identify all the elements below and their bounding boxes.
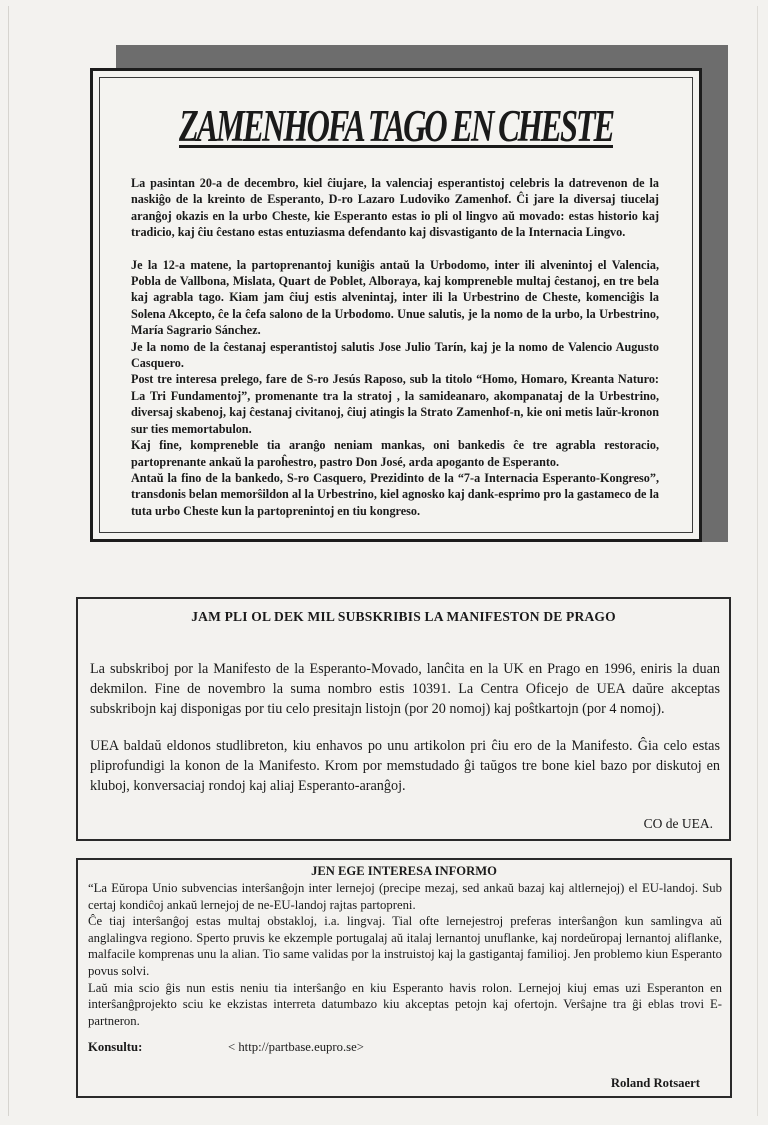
article2-body — [90, 659, 720, 796]
article3-title: JEN EGE INTERESA INFORMO — [311, 864, 497, 878]
contact-label: Konsultu: — [88, 1040, 143, 1054]
article1-paragraph: Je la nomo de la ĉestanaj esperantistoj salutis Jose Julio Tarín, kaj je la nomo de Valencio Augusto Casquero. — [131, 339, 659, 371]
article3-body — [88, 880, 722, 1029]
article1-box — [90, 68, 702, 542]
article1-title: ZAMENHOFA TAGO EN CHESTE — [178, 101, 614, 151]
article2-signoff: CO de UEA. — [643, 816, 713, 831]
article1-body — [131, 175, 659, 519]
article3-paragraph: Laŭ mia scio ĝis nun estis neniu tia interŝanĝo en kiu Esperanto havis rolon. Lernejoj kiuj emas uzi Esperanton en interŝanĝprojekto sciu ke ekzistas interreta datumbazo kiu akceptas petojn kaj ofertojn. Verŝajne tra ĝi eblas trovi E-partneron. — [88, 980, 722, 1028]
contact-link[interactable]: < http://partbase.eupro.se> — [228, 1040, 364, 1054]
article3-box — [76, 858, 732, 1098]
article2-paragraph: La subskriboj por la Manifesto de la Esperanto-Movado, lanĉita en la UK en Prago en 1996, eniris la duan dekmilon. Fine de novembro la suma nombro estis 10391. La Centra Oficejo de UEA daŭre akceptas subskribojn kaj disponigas por tiu celo presitajn listojn (por 20 nomoj) kaj poŝtkartojn (por 4 nomoj). — [90, 661, 720, 718]
article3-paragraph: “La Eŭropa Unio subvencias interŝanĝojn inter lernejoj (precipe mezaj, sed ankaŭ bazaj kaj altlernejoj) el EU-landoj. Sub certaj kondiĉoj ankaŭ lernejoj de ne-EU-landoj rajtas partopreni. — [88, 881, 722, 912]
article2-title: JAM PLI OL DEK MIL SUBSKRIBIS LA MANIFESTON DE PRAGO — [191, 609, 616, 624]
article1-paragraph: Post tre interesa prelego, fare de S-ro Jesús Raposo, sub la titolo “Homo, Homaro, Kreanta Naturo: La Tri Fundamentoj”, promenante tra la stratoj , la samideanaro, akompanataj de la Urbestrino, diversaj skabenoj, kaj ĉestanaj civitanoj, ĉiuj atingis la Strato Zamenhof-n, kie oni metis laŭr-kronon sur ties memortabulon. — [131, 372, 659, 436]
article1-paragraph: La pasintan 20-a de decembro, kiel ĉiujare, la valenciaj esperantistoj celebris la datrevenon de la naskiĝo de la kreinto de Esperanto, D-ro Lazaro Ludoviko Zamenhof. Ĉi jare la diversaj tiucelaj aranĝoj okazis en la urbo Cheste, kie Esperanto estas io pli ol lingvo aŭ movado: estas historio kaj tradicio, kaj ĉiu ĉestano estas entuziasma defendanto kaj disvastiganto de la Internacia Lingvo. — [131, 176, 659, 240]
article3-author: Roland Rotsaert — [610, 1076, 700, 1090]
article3-paragraph: Ĉe tiaj interŝanĝoj estas multaj obstakloj, i.a. lingvaj. Tial ofte lernejestroj preferas interŝanĝon kun samlingva aŭ anglalingva regiono. Sperto pruvis ke ekzemple portugalaj aŭ italaj lernantoj unuflanke, kaj nordeŭropaj lernantoj aliflanke, malfacile komprenas unu la alian. Tio same validas por la instruistoj kaj la gastigantaj familioj. Jen problemo kiun Esperanto povus solvi. — [88, 914, 722, 978]
article2-paragraph: UEA baldaŭ eldonos studlibreton, kiu enhavos po unu artikolon pri ĉiu ero de la Manifesto. Ĝia celo estas pliprofundigi la konon de la Manifesto. Krom por memstudado ĝi taŭgos tre bone kiel bazo por diskutoj en kluboj, konversaciaj rondoj kaj aliaj Esperanto-aranĝoj. — [90, 737, 720, 795]
article2-box — [76, 597, 731, 841]
article1-paragraph: Antaŭ la fino de la bankedo, S-ro Casquero, Prezidinto de la “7-a Internacia Esperanto-Kongreso”, transdonis belan memorŝildon al la Urbestrino, kiel agnosko kaj dank-esprimo pro la gastameco de la tuta urbo Cheste kun la partoprenintoj en tiu kongreso. — [131, 470, 659, 518]
article1-paragraph: Kaj fine, kompreneble tia aranĝo neniam mankas, oni bankedis ĉe tre agrabla restoracio, partoprenante ankaŭ la paroĥestro, pastro Don José, arda apoganto de Esperanto. — [131, 438, 659, 469]
article1-paragraph: Je la 12-a matene, la partoprenantoj kuniĝis antaŭ la Urbodomo, inter ili alvenintoj el Valencia, Pobla de Vallbona, Mislata, Quart de Poblet, Alboraya, kaj kompreneble multaj ĉestanoj, en tre bela kaj agrabla tago. Kiam jam ĉiuj estis alvenintaj, inter ili la Urbestrino de Cheste, komenciĝis la Solena Akcepto, ĉe la ĉefa salono de la Urbodomo. Unue salutis, je la nomo de la urbo, la Urbestrino, María Sagrario Sánchez. — [131, 257, 659, 338]
